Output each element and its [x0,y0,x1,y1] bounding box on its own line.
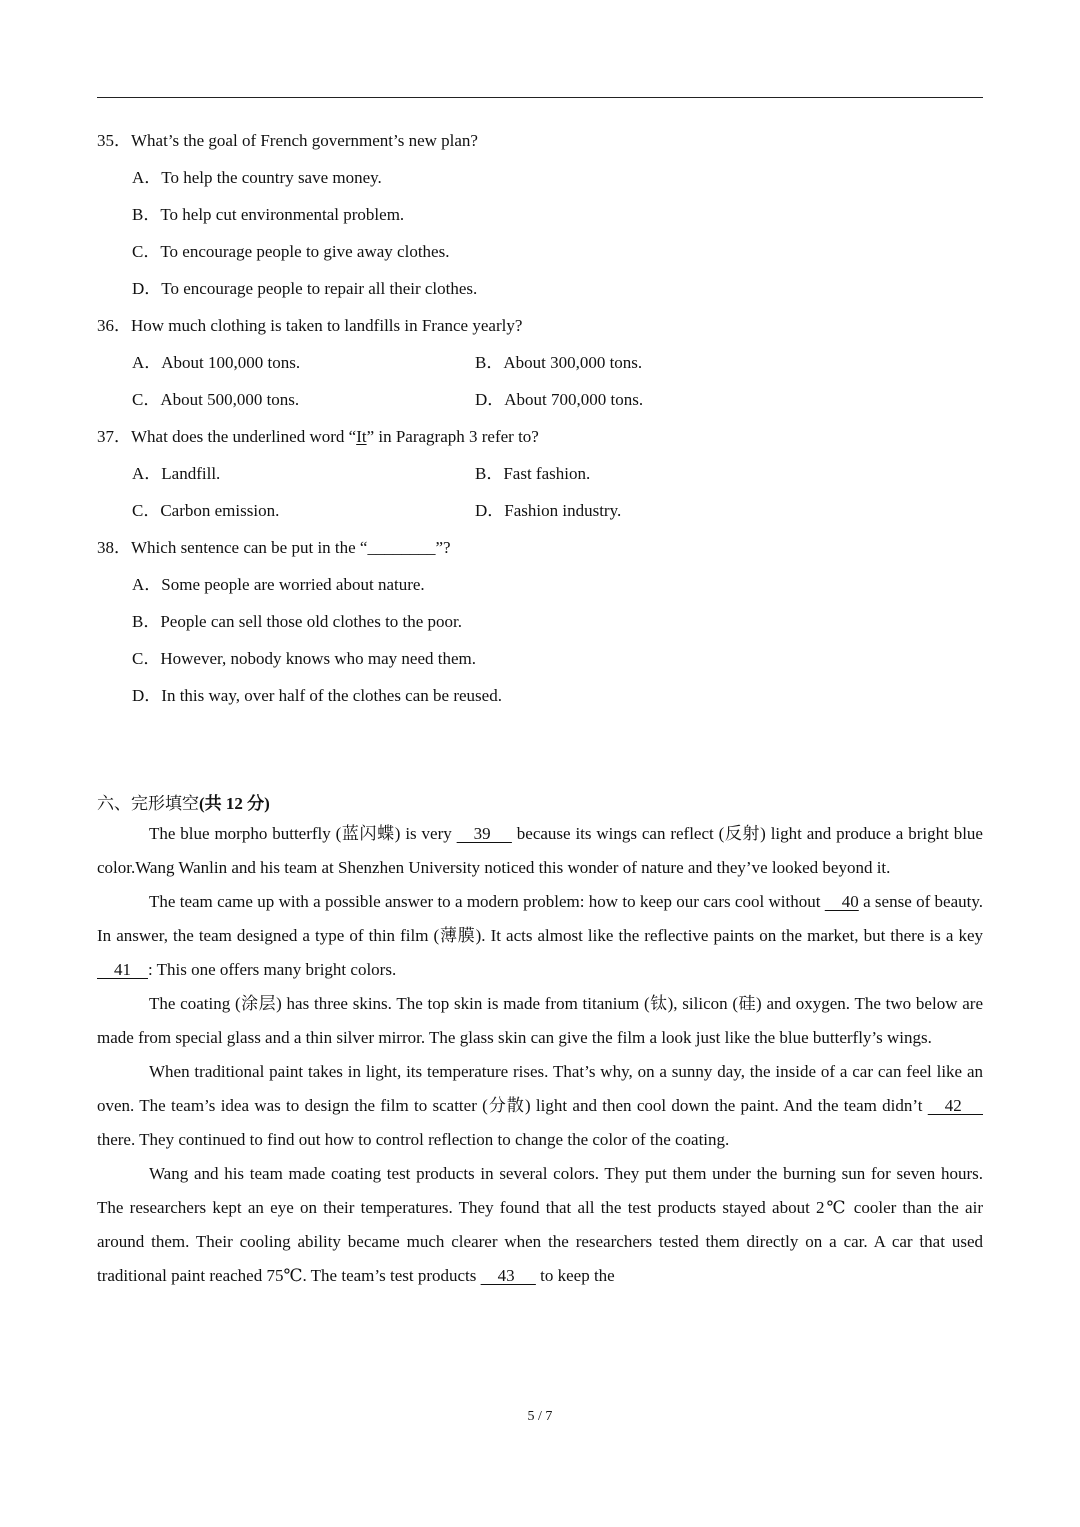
question-37-option-c: C．Carbon emission. [132,501,280,520]
question-37-option-d: D．Fashion industry. [475,501,622,520]
passage-text: Wang and his team made coating test products in several colors. They put them under the burning sun for seven hours. The researchers kept an eye on their temperatures. They found that all the test products stayed about 2℃ cooler than the air around them. Their cooling ability became much clearer when the researchers tested them directly on a car. A car that used traditional paint reached 75℃. The team’s test products [97,1164,983,1285]
passage-paragraph-2 [97,885,983,987]
question-38-option-b: B．People can sell those old clothes to the poor. [132,612,463,631]
question-36-stem: 36．How much clothing is taken to landfills in France yearly? [97,316,523,335]
question-36-option-d: D．About 700,000 tons. [475,390,644,409]
cloze-passage [97,817,983,1293]
passage-text: a sense of beauty. In answer, the team designed a type of thin film (薄膜). It acts almost like the reflective paints on the market, but there is a key [97,892,983,945]
question-35-option-d: D．To encourage people to repair all their clothes. [132,279,478,298]
question-37-stem-post: ” in Paragraph 3 refer to? [366,427,539,446]
passage-text: When traditional paint takes in light, its temperature rises. That’s why, on a sunny day, the inside of a car can feel like an oven. The team’s idea was to design the film to scatter (分散) light and then cool down the paint. And the team didn’t [97,1062,983,1115]
passage-text: The blue morpho butterfly (蓝闪蝶) is very [149,824,457,843]
underlined-word: It [356,427,367,446]
question-38-stem-pre: 38．Which sentence can be put in the “ [97,538,368,557]
page-number: 5 / 7 [527,1409,553,1424]
section-title-score: (共 12 分) [199,794,270,813]
question-37-stem [97,427,539,447]
passage-text: : This one offers many bright colors. [148,960,397,979]
question-37-option-a: A．Landfill. [132,464,221,483]
blank-40: 40 [824,892,859,911]
passage-paragraph-4 [97,1055,983,1157]
passage-text: there. They continued to find out how to control reflection to change the color of the coating. [97,1130,730,1149]
question-38-option-c: C．However, nobody knows who may need them. [132,649,476,668]
section-title-text: 六、完形填空 [97,794,199,813]
section-title [97,793,270,815]
question-38-blank: ________ [367,538,436,557]
question-36-option-b: B．About 300,000 tons. [475,353,643,372]
question-35-option-b: B．To help cut environmental problem. [132,205,405,224]
passage-text: The team came up with a possible answer to a modern problem: how to keep our cars cool without [149,892,825,911]
passage-paragraph-1 [97,817,983,885]
question-35-option-a: A．To help the country save money. [132,168,382,187]
passage-text: to keep the [535,1266,615,1285]
question-37-option-b: B．Fast fashion. [475,464,591,483]
question-38-option-d: D．In this way, over half of the clothes can be reused. [132,686,502,705]
passage-paragraph-5 [97,1157,983,1293]
blank-41: 41 [97,960,148,979]
question-38-stem [97,538,451,558]
blank-42: 42 [927,1096,983,1115]
question-37-stem-pre: 37．What does the underlined word “ [97,427,357,446]
question-35-option-c: C．To encourage people to give away clothes. [132,242,450,261]
header-rule [97,97,983,98]
question-38-stem-post: ”? [435,538,451,557]
question-35-stem: 35．What’s the goal of French government’s new plan? [97,131,478,150]
passage-paragraph-3: The coating (涂层) has three skins. The top skin is made from titanium (钛), silicon (硅) and oxygen. The two below are made from special glass and a thin silver mirror. The glass skin can give the film a look just like the blue butterfly’s wings. [97,994,983,1047]
question-38-option-a: A．Some people are worried about nature. [132,575,425,594]
passage-text: because its wings can reflect (反射) light and produce a bright blue color.Wang Wanlin and his team at Shenzhen University noticed this wonder of nature and they’ve looked beyond it. [97,824,983,877]
blank-43: 43 [480,1266,536,1285]
blank-39: 39 [456,824,512,843]
question-36-option-c: C．About 500,000 tons. [132,390,300,409]
question-36-option-a: A．About 100,000 tons. [132,353,301,372]
